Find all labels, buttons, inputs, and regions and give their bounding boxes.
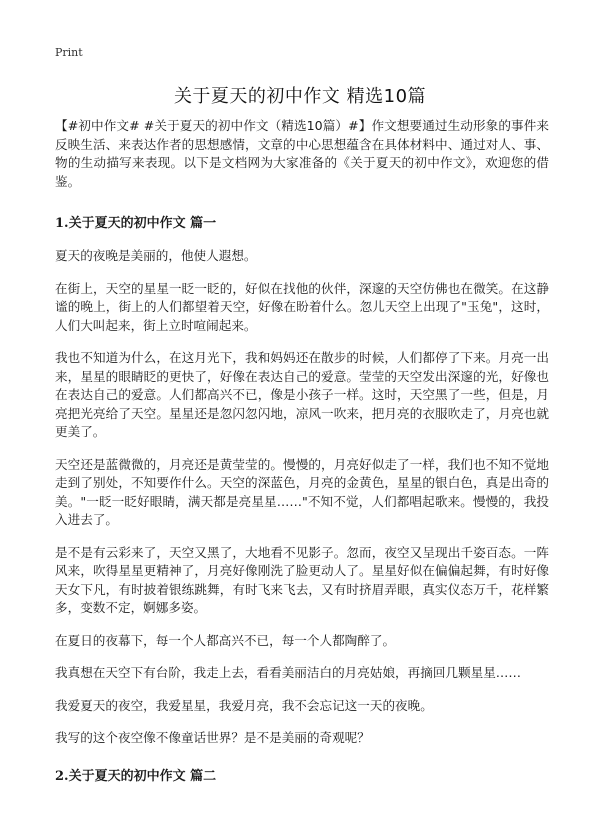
paragraph: 我真想在天空下有台阶，我走上去，看看美丽洁白的月亮姑娘，再摘回几颗星星……	[55, 665, 521, 680]
paragraph: 我爱夏天的夜空，我爱星星，我爱月亮，我不会忘记这一天的夜晚。	[55, 697, 433, 713]
article-body	[55, 117, 549, 800]
intro-paragraph: 【#初中作文# #关于夏天的初中作文（精选10篇）#】作文想要通过生动形象的事件来反映生活、来表达作者的思想感情，文章的中心思想蕴含在具体材料中、通过对人、事、物的生动描写来表现。以下是文档网为大家准备的《关于夏天的初中作文》，欢迎您的借鉴。	[55, 118, 549, 189]
paragraph: 夏天的夜晚是美丽的，他使人遐想。	[55, 248, 257, 263]
paragraph: 我写的这个夜空像不像童话世界？是不是美丽的奇观呢？	[55, 730, 370, 745]
paragraph: 天空还是蓝微微的，月亮还是黄莹莹的。慢慢的，月亮好似走了一样，我们也不知不觉地走到了别处，不知要作什么。天空的深蓝色，月亮的金黄色，星星的银白色，真是出奇的美。"一眨一眨好眼睛，满天都是亮星星……"不知不觉，人们都唱起歌来。慢慢的，我投入进去了。	[55, 456, 549, 527]
paragraph: 我也不知道为什么，在这月光下，我和妈妈还在散步的时候，人们都停了下来。月亮一出来，星星的眼睛眨的更快了，好像在表达自己的爱意。莹莹的天空发出深邃的光，好像也在表达自己的爱意。人们都高兴不已，像是小孩子一样。这时，天空黑了一些，但是，月亮把光亮给了天空。星星还是忽闪忽闪地，凉风一吹来，把月亮的衣服吹走了，月亮也就更美了。	[55, 350, 549, 439]
section-heading: 1.关于夏天的初中作文 篇一	[55, 216, 217, 231]
paragraph: 在街上，天空的星星一眨一眨的，好似在找他的伙伴，深邃的天空仿佛也在微笑。在这静谧的晚上，街上的人们都望着天空，好像在盼着什么。忽儿天空上出现了"玉兔"，这时，人们大叫起来，街上立时喧闹起来。	[55, 280, 549, 333]
print-label: Print	[55, 46, 83, 59]
page-title: 关于夏天的初中作文 精选10篇	[173, 86, 427, 107]
paragraph: 在夏日的夜幕下，每一个人都高兴不已，每一个人都陶醉了。	[55, 632, 396, 648]
paragraph: 是不是有云彩来了，天空又黑了，大地看不见影子。忽而，夜空又呈现出千姿百态。一阵风来，吹得星星更精神了，月亮好像刚洗了脸更动人了。星星好似在偏偏起舞，有时好像天女下凡，有时披着银练跳舞，有时飞来飞去，又有时挤眉弄眼，真实仪态万千，花样繁多，变数不定，婀娜多姿。	[55, 544, 549, 615]
section-heading: 2.关于夏天的初中作文 篇二	[55, 768, 217, 784]
